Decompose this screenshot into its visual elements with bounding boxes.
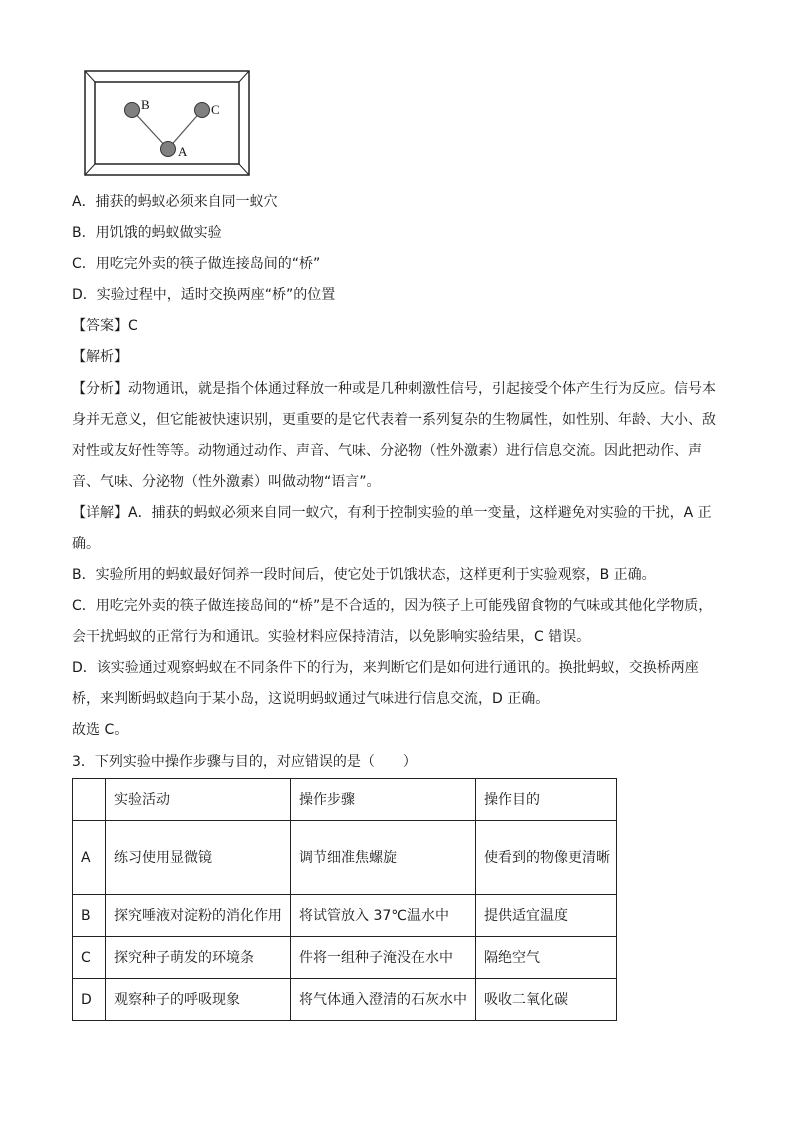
table-cell: 探究唾液对淀粉的消化作用	[106, 895, 291, 937]
table-cell: 观察种子的呼吸现象	[106, 979, 291, 1021]
table-cell: B	[73, 895, 106, 937]
label-c: C	[211, 102, 220, 117]
island-b	[125, 103, 140, 118]
detail-line: 桥，来判断蚂蚁趋向于某小岛，这说明蚂蚁通过气味进行信息交流，D 正确。	[72, 691, 550, 707]
table-header-cell	[73, 779, 106, 821]
option-c: C．用吃完外卖的筷子做连接岛间的“桥”	[72, 256, 321, 272]
option-d: D．实验过程中，适时交换两座“桥”的位置	[72, 287, 336, 303]
table-header-cell: 操作步骤	[291, 779, 476, 821]
detail-line: C．用吃完外卖的筷子做连接岛间的“桥”是不合适的，因为筷子上可能残留食物的气味或其他化学物质，	[72, 598, 713, 614]
table-cell: 提供适宜温度	[476, 895, 617, 937]
table-row	[73, 937, 617, 979]
answer-label: 【答案】	[72, 318, 128, 334]
table-row	[73, 979, 617, 1021]
table-cell: C	[73, 937, 106, 979]
analysis-line: 身并无意义，但它能被快速识别，更重要的是它代表着一系列复杂的生物属性，如性别、年龄、大小、敌	[72, 412, 716, 428]
detail-line: 确。	[72, 536, 100, 552]
table-cell: A	[73, 821, 106, 895]
table-cell: 吸收二氧化碳	[476, 979, 617, 1021]
experiment-figure	[84, 70, 250, 176]
table-cell: D	[73, 979, 106, 1021]
option-b: B．用饥饿的蚂蚁做实验	[72, 225, 222, 241]
detail-line: 会干扰蚂蚁的正常行为和通讯。实验材料应保持清洁，以免影响实验结果，C 错误。	[72, 629, 591, 645]
analysis-paragraph	[72, 374, 722, 498]
table-header-cell: 实验活动	[106, 779, 291, 821]
detail-line: 【详解】A．捕获的蚂蚁必须来自同一蚁穴，有利于控制实验的单一变量，这样避免对实验的干扰，A 正	[72, 505, 712, 521]
analysis-line: 对性或友好性等等。动物通过动作、声音、气味、分泌物（性外激素）进行信息交流。因此把动作、声	[72, 443, 702, 459]
table-cell: 练习使用显微镜	[106, 821, 291, 895]
label-b: B	[141, 97, 150, 112]
analysis-heading: 【解析】	[72, 349, 128, 365]
table-cell: 探究种子萌发的环境条	[106, 937, 291, 979]
detail-line: B．实验所用的蚂蚁最好饲养一段时间后，使它处于饥饿状态，这样更利于实验观察，B 正确。	[72, 567, 656, 583]
island-a	[161, 142, 176, 157]
island-c	[195, 103, 210, 118]
table-cell: 使看到的物像更清晰	[476, 821, 617, 895]
question-3-stem: 3．下列实验中操作步骤与目的，对应错误的是（ ）	[72, 754, 417, 770]
table-row	[73, 821, 617, 895]
table-cell: 调节细准焦螺旋	[291, 821, 476, 895]
option-a: A．捕获的蚂蚁必须来自同一蚁穴	[72, 194, 278, 210]
table-cell: 将气体通入澄清的石灰水中	[291, 979, 476, 1021]
table-cell: 隔绝空气	[476, 937, 617, 979]
table-cell: 件将一组种子淹没在水中	[291, 937, 476, 979]
detail-line: D．该实验通过观察蚂蚁在不同条件下的行为，来判断它们是如何进行通讯的。换批蚂蚁，交换桥两座	[72, 660, 699, 676]
analysis-line: 音、气味、分泌物（性外激素）叫做动物“语言”。	[72, 474, 381, 490]
answer-value: C	[128, 318, 138, 334]
detail-paragraph	[72, 498, 722, 746]
label-a: A	[178, 144, 188, 159]
table-header-cell: 操作目的	[476, 779, 617, 821]
detail-line: 故选 C。	[72, 722, 129, 738]
analysis-line: 【分析】动物通讯，就是指个体通过释放一种或是几种刺激性信号，引起接受个体产生行为反应。信号本	[72, 381, 716, 397]
answer-line	[72, 316, 138, 336]
table-cell: 将试管放入 37℃温水中	[291, 895, 476, 937]
table-row	[73, 895, 617, 937]
question-3-table	[72, 778, 617, 1021]
table-header-row	[73, 779, 617, 821]
